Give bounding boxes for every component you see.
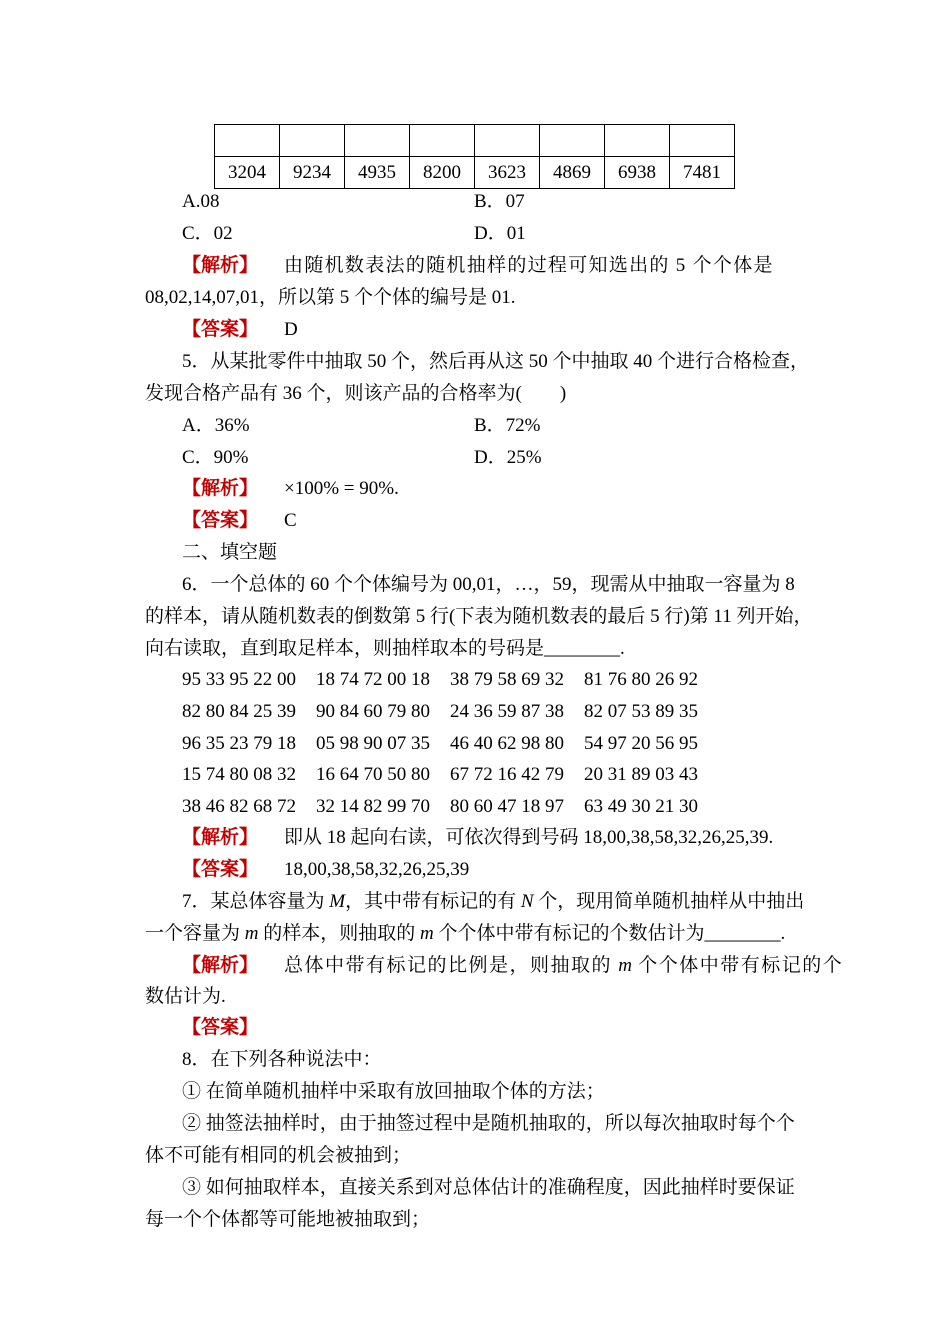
analysis-tag: 【解析】 [182, 255, 259, 276]
digit-group: 96 35 23 79 18 [182, 733, 296, 754]
q6-stem-cont: 的样本，请从随机数表的倒数第 5 行(下表为随机数表的最后 5 行)第 11 列开始， [145, 606, 813, 627]
table-cell [215, 125, 280, 157]
q6-answer [182, 858, 469, 882]
q8-item-3: ③ 如何抽取样本，直接关系到对总体估计的准确程度，因此抽样时要保证 [182, 1177, 795, 1198]
table-cell: 4935 [345, 157, 410, 189]
q4-analysis-cont: 08,02,14,07,01，所以第 5 个个体的编号是 01. [145, 287, 516, 308]
table-row [215, 157, 735, 189]
variable-m: m [244, 923, 259, 944]
q4-option-b: B．07 [474, 191, 525, 212]
q5-analysis [182, 477, 399, 501]
q7-analysis [182, 954, 843, 978]
q4-option-a: A.08 [182, 191, 220, 212]
q8-item-1: ① 在简单随机抽样中采取有放回抽取个体的方法； [182, 1081, 605, 1102]
digit-group: 54 97 20 56 95 [584, 733, 698, 754]
q8-stem: 8．在下列各种说法中： [182, 1049, 382, 1070]
digit-group: 82 07 53 89 35 [584, 701, 698, 722]
q7-text: 7．某总体容量为 [182, 891, 330, 912]
q4-option-d: D．01 [474, 223, 526, 244]
q7-text: 个，现用简单随机抽样从中抽出 [533, 891, 805, 912]
table-cell: 3623 [475, 157, 540, 189]
q5-stem-cont: 发现合格产品有 36 个，则该产品的合格率为( ) [145, 383, 567, 404]
digit-group: 81 76 80 26 92 [584, 669, 698, 690]
q5-option-d: D．25% [474, 447, 542, 468]
q5-answer [182, 509, 297, 533]
q7-answer [182, 1016, 258, 1040]
table-cell: 8200 [410, 157, 475, 189]
q7-text: 个个体中带有标记的个数估计为________. [433, 923, 786, 944]
digit-group: 46 40 62 98 80 [450, 733, 564, 754]
q5-answer-value: C [284, 510, 297, 531]
q5-option-c: C．90% [182, 447, 249, 468]
digit-group: 18 74 72 00 18 [316, 669, 430, 690]
table-cell: 3204 [215, 157, 280, 189]
table-row [215, 125, 735, 157]
q7-stem-cont [145, 922, 785, 946]
answer-tag: 【答案】 [182, 510, 259, 531]
digit-group: 16 64 70 50 80 [316, 764, 430, 785]
table-cell: 4869 [540, 157, 605, 189]
q8-item-2: ② 抽签法抽样时，由于抽签过程中是随机抽取的，所以每次抽取时每个个 [182, 1113, 795, 1134]
table-cell [280, 125, 345, 157]
analysis-tag: 【解析】 [182, 827, 259, 848]
table-cell: 7481 [670, 157, 735, 189]
table-cell [475, 125, 540, 157]
q4-analysis [182, 254, 774, 278]
section-title: 二、填空题 [182, 542, 278, 563]
digit-group: 82 80 84 25 39 [182, 701, 296, 722]
q7-analysis-cont: 数估计为. [145, 986, 226, 1007]
digit-group: 32 14 82 99 70 [316, 796, 430, 817]
digit-group: 38 46 82 68 72 [182, 796, 296, 817]
q6-stem: 6．一个总体的 60 个个体编号为 00,01，…，59，现需从中抽取一容量为 8 [182, 574, 795, 595]
digit-group: 80 60 47 18 97 [450, 796, 564, 817]
digit-group: 67 72 16 42 79 [450, 764, 564, 785]
q5-option-b: B．72% [474, 415, 541, 436]
analysis-tag: 【解析】 [182, 955, 259, 976]
q6-analysis-text: 即从 18 起向右读，可依次得到号码 18,00,38,58,32,26,25,39. [284, 827, 774, 848]
digit-group: 05 98 90 07 35 [316, 733, 430, 754]
q7-analysis-text: 总体中带有标记的比例是，则抽取的 [284, 955, 619, 976]
digit-group: 24 36 59 87 38 [450, 701, 564, 722]
q5-analysis-text: ×100% = 90%. [284, 478, 399, 499]
q6-answer-value: 18,00,38,58,32,26,25,39 [284, 859, 470, 880]
digit-group: 95 33 95 22 00 [182, 669, 296, 690]
random-number-table [214, 124, 735, 189]
q4-option-c: C．02 [182, 223, 233, 244]
digit-group: 38 79 58 69 32 [450, 669, 564, 690]
q4-analysis-text: 由随机数表法的随机抽样的过程可知选出的 5 个个体是 [284, 255, 774, 276]
table-cell [410, 125, 475, 157]
answer-tag: 【答案】 [182, 1017, 259, 1038]
q8-item-3-cont: 每一个个体都等可能地被抽取到； [145, 1209, 431, 1230]
digit-group: 20 31 89 03 43 [584, 764, 698, 785]
answer-tag: 【答案】 [182, 859, 259, 880]
q6-stem-cont: 向右读取，直到取足样本，则抽样取本的号码是________. [145, 638, 625, 659]
q4-answer-value: D [284, 319, 298, 340]
q6-analysis [182, 826, 773, 850]
digit-group: 90 84 60 79 80 [316, 701, 430, 722]
q8-item-2-cont: 体不可能有相同的机会被抽到； [145, 1145, 412, 1166]
answer-tag: 【答案】 [182, 319, 259, 340]
table-cell [345, 125, 410, 157]
table-cell: 9234 [280, 157, 345, 189]
q5-stem: 5．从某批零件中抽取 50 个，然后再从这 50 个中抽取 40 个进行合格检查， [182, 351, 810, 372]
table-cell: 6938 [605, 157, 670, 189]
q4-answer [182, 318, 298, 342]
variable-m: m [420, 923, 434, 944]
q7-analysis-text: 个个体中带有标记的个 [632, 955, 844, 976]
q5-option-a: A．36% [182, 415, 250, 436]
analysis-tag: 【解析】 [182, 478, 259, 499]
table-cell [670, 125, 735, 157]
variable-M: M [329, 891, 346, 912]
digit-group: 63 49 30 21 30 [584, 796, 698, 817]
digit-group: 15 74 80 08 32 [182, 764, 296, 785]
table-cell [605, 125, 670, 157]
q7-text: 一个容量为 [145, 923, 245, 944]
q7-stem [182, 890, 804, 914]
variable-N: N [520, 891, 534, 912]
q7-text: 的样本，则抽取的 [258, 923, 421, 944]
table-cell [540, 125, 605, 157]
q7-text: ，其中带有标记的有 [345, 891, 521, 912]
variable-m: m [618, 955, 633, 976]
